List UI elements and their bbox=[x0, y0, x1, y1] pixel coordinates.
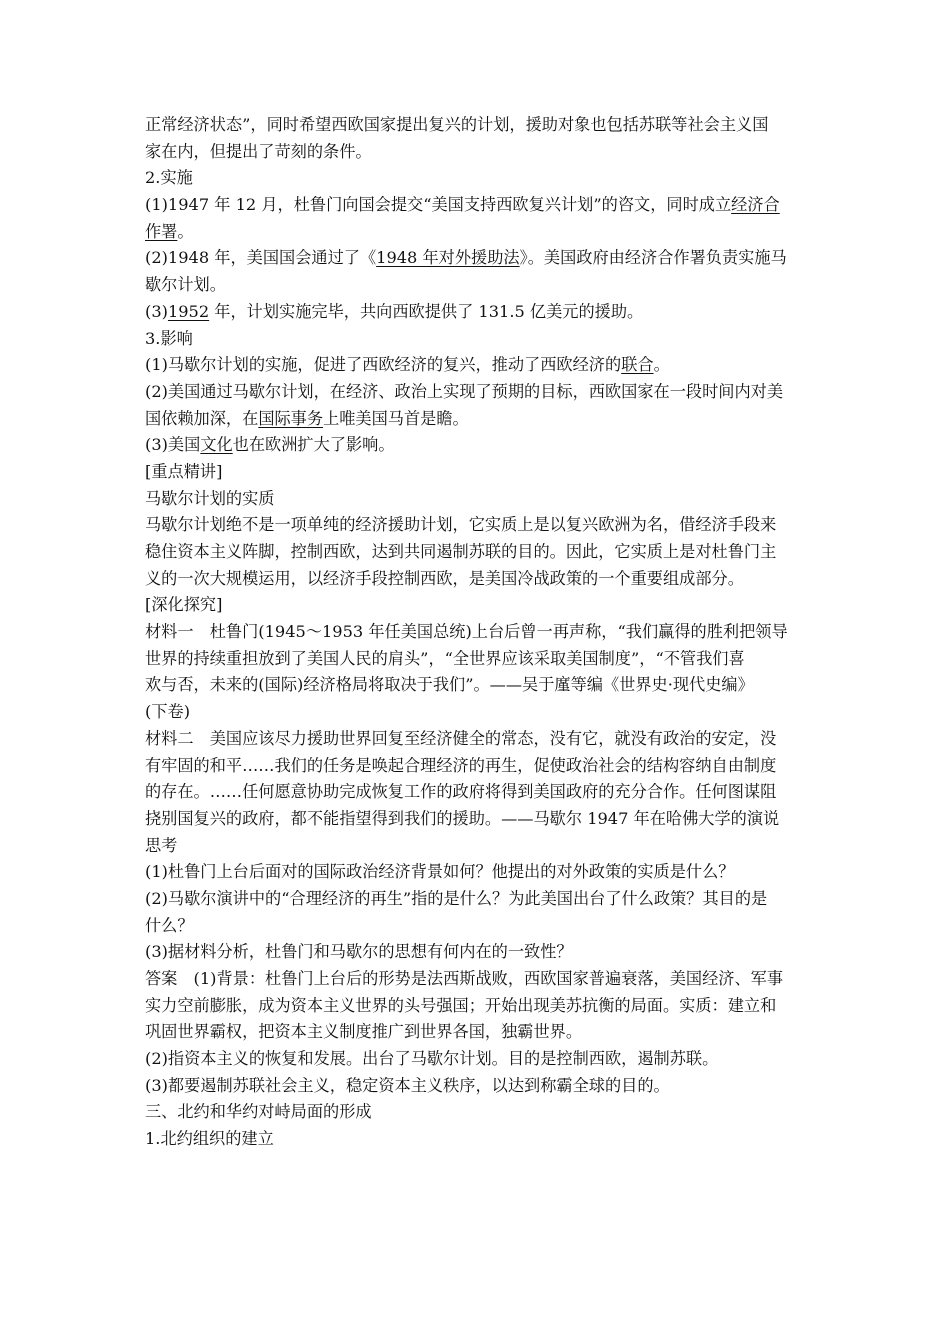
text-line: 义的一次大规模运用，以经济手段控制西欧，是美国冷战政策的一个重要组成部分。 bbox=[145, 568, 744, 588]
text-line: 世界的持续重担放到了美国人民的肩头”，“全世界应该采取美国制度”，“不管我们喜 bbox=[145, 648, 745, 668]
underlined-term: 1948 年对外援助法 bbox=[376, 248, 520, 268]
text-line: (3)据材料分析，杜鲁门和马歇尔的思想有何内在的一致性？ bbox=[145, 942, 573, 962]
text-line bbox=[145, 192, 810, 219]
underlined-term: 作署 bbox=[145, 221, 178, 241]
text-line: (2)指资本主义的恢复和发展。出台了马歇尔计划。目的是控制西欧，遏制苏联。 bbox=[145, 1049, 719, 1069]
underlined-term: 国际事务 bbox=[258, 408, 324, 428]
text-line: 三、北约和华约对峙局面的形成 bbox=[145, 1102, 372, 1122]
text-line bbox=[145, 352, 810, 379]
text-segment: 。 bbox=[177, 221, 194, 241]
text-line: 2.实施 bbox=[145, 168, 193, 188]
text-line bbox=[145, 432, 810, 459]
text-line: 马歇尔计划绝不是一项单纯的经济援助计划，它实质上是以复兴欧洲为名，借经济手段来 bbox=[145, 515, 777, 535]
underlined-term: 联合 bbox=[621, 355, 654, 375]
text-line: 材料一 杜鲁门(1945～1953 年任美国总统)上台后曾一再声称，“我们赢得的胜利把领导 bbox=[145, 622, 788, 642]
text-segment: 上唯美国马首是瞻。 bbox=[323, 408, 469, 428]
text-line bbox=[145, 299, 810, 326]
text-segment: 年，计划实施完毕，共向西欧提供了 131.5 亿美元的援助。 bbox=[209, 301, 644, 321]
text-line: 歇尔计划。 bbox=[145, 275, 226, 295]
text-segment: (1)马歇尔计划的实施，促进了西欧经济的复兴，推动了西欧经济的 bbox=[145, 355, 622, 375]
text-line: 思考 bbox=[145, 835, 178, 855]
text-line: [深化探究] bbox=[145, 595, 223, 615]
underlined-term: 1952 bbox=[167, 301, 210, 321]
text-line: 家在内，但提出了苛刻的条件。 bbox=[145, 141, 372, 161]
text-segment: 也在欧洲扩大了影响。 bbox=[232, 435, 395, 455]
text-segment: (1)1947 年 12 月，杜鲁门向国会提交“美国支持西欧复兴计划”的咨文，同时成立 bbox=[145, 195, 732, 215]
text-line: 3.影响 bbox=[145, 328, 193, 348]
text-line bbox=[145, 219, 810, 246]
text-line: 正常经济状态”，同时希望西欧国家提出复兴的计划，援助对象也包括苏联等社会主义国 bbox=[145, 115, 769, 134]
text-line: 有牢固的和平……我们的任务是唤起合理经济的再生，促使政治社会的结构容纳自由制度 bbox=[145, 755, 777, 775]
text-line: (2)马歇尔演讲中的“合理经济的再生”指的是什么？为此美国出台了什么政策？其目的是 bbox=[145, 888, 768, 908]
text-segment: (3)美国 bbox=[145, 435, 201, 455]
text-line: 巩固世界霸权，把资本主义制度推广到世界各国，独霸世界。 bbox=[145, 1022, 583, 1042]
text-line: 1.北约组织的建立 bbox=[145, 1129, 274, 1149]
text-line: 稳住资本主义阵脚，控制西欧，达到共同遏制苏联的目的。因此，它实质上是对杜鲁门主 bbox=[145, 542, 777, 561]
text-line: (2)美国通过马歇尔计划，在经济、政治上实现了预期的目标，西欧国家在一段时间内对美 bbox=[145, 381, 784, 401]
text-line: (下卷) bbox=[145, 702, 191, 722]
text-line: 马歇尔计划的实质 bbox=[145, 488, 275, 508]
text-line: 的存在。……任何愿意协助完成恢复工作的政府将得到美国政府的充分合作。任何图谋阻 bbox=[145, 782, 777, 802]
text-line: 什么？ bbox=[145, 915, 194, 935]
text-line: (1)杜鲁门上台后面对的国际政治经济背景如何？他提出的对外政策的实质是什么？ bbox=[145, 862, 735, 882]
text-segment: (2)1948 年，美国国会通过了《 bbox=[145, 248, 377, 268]
text-line bbox=[145, 406, 810, 433]
underlined-term: 经济合 bbox=[731, 195, 780, 215]
text-line: 材料二 美国应该尽力援助世界回复至经济健全的常态，没有它，就没有政治的安定，没 bbox=[145, 728, 777, 748]
text-line: 答案 (1)背景：杜鲁门上台后的形势是法西斯战败，西欧国家普遍衰落，美国经济、军事 bbox=[145, 969, 784, 988]
text-line: 实力空前膨胀，成为资本主义世界的头号强国；开始出现美苏抗衡的局面。实质：建立和 bbox=[145, 995, 777, 1015]
text-line: [重点精讲] bbox=[145, 461, 223, 481]
text-line: 挠别国复兴的政府，都不能指望得到我们的援助。——马歇尔 1947 年在哈佛大学的演说 bbox=[145, 808, 780, 828]
text-segment: 。 bbox=[653, 355, 670, 375]
text-segment: 》。美国政府由经济合作署负责实施马 bbox=[519, 248, 787, 268]
text-line bbox=[145, 245, 810, 272]
text-segment: 国依赖加深，在 bbox=[145, 408, 259, 428]
text-line: (3)都要遏制苏联社会主义，稳定资本主义秩序，以达到称霸全球的目的。 bbox=[145, 1075, 670, 1095]
text-line: 欢与否，未来的(国际)经济格局将取决于我们”。——吴于廑等编《世界史·现代史编》 bbox=[145, 675, 754, 695]
document-body bbox=[145, 112, 810, 1153]
text-segment: (3) bbox=[145, 301, 168, 321]
underlined-term: 文化 bbox=[200, 435, 233, 455]
